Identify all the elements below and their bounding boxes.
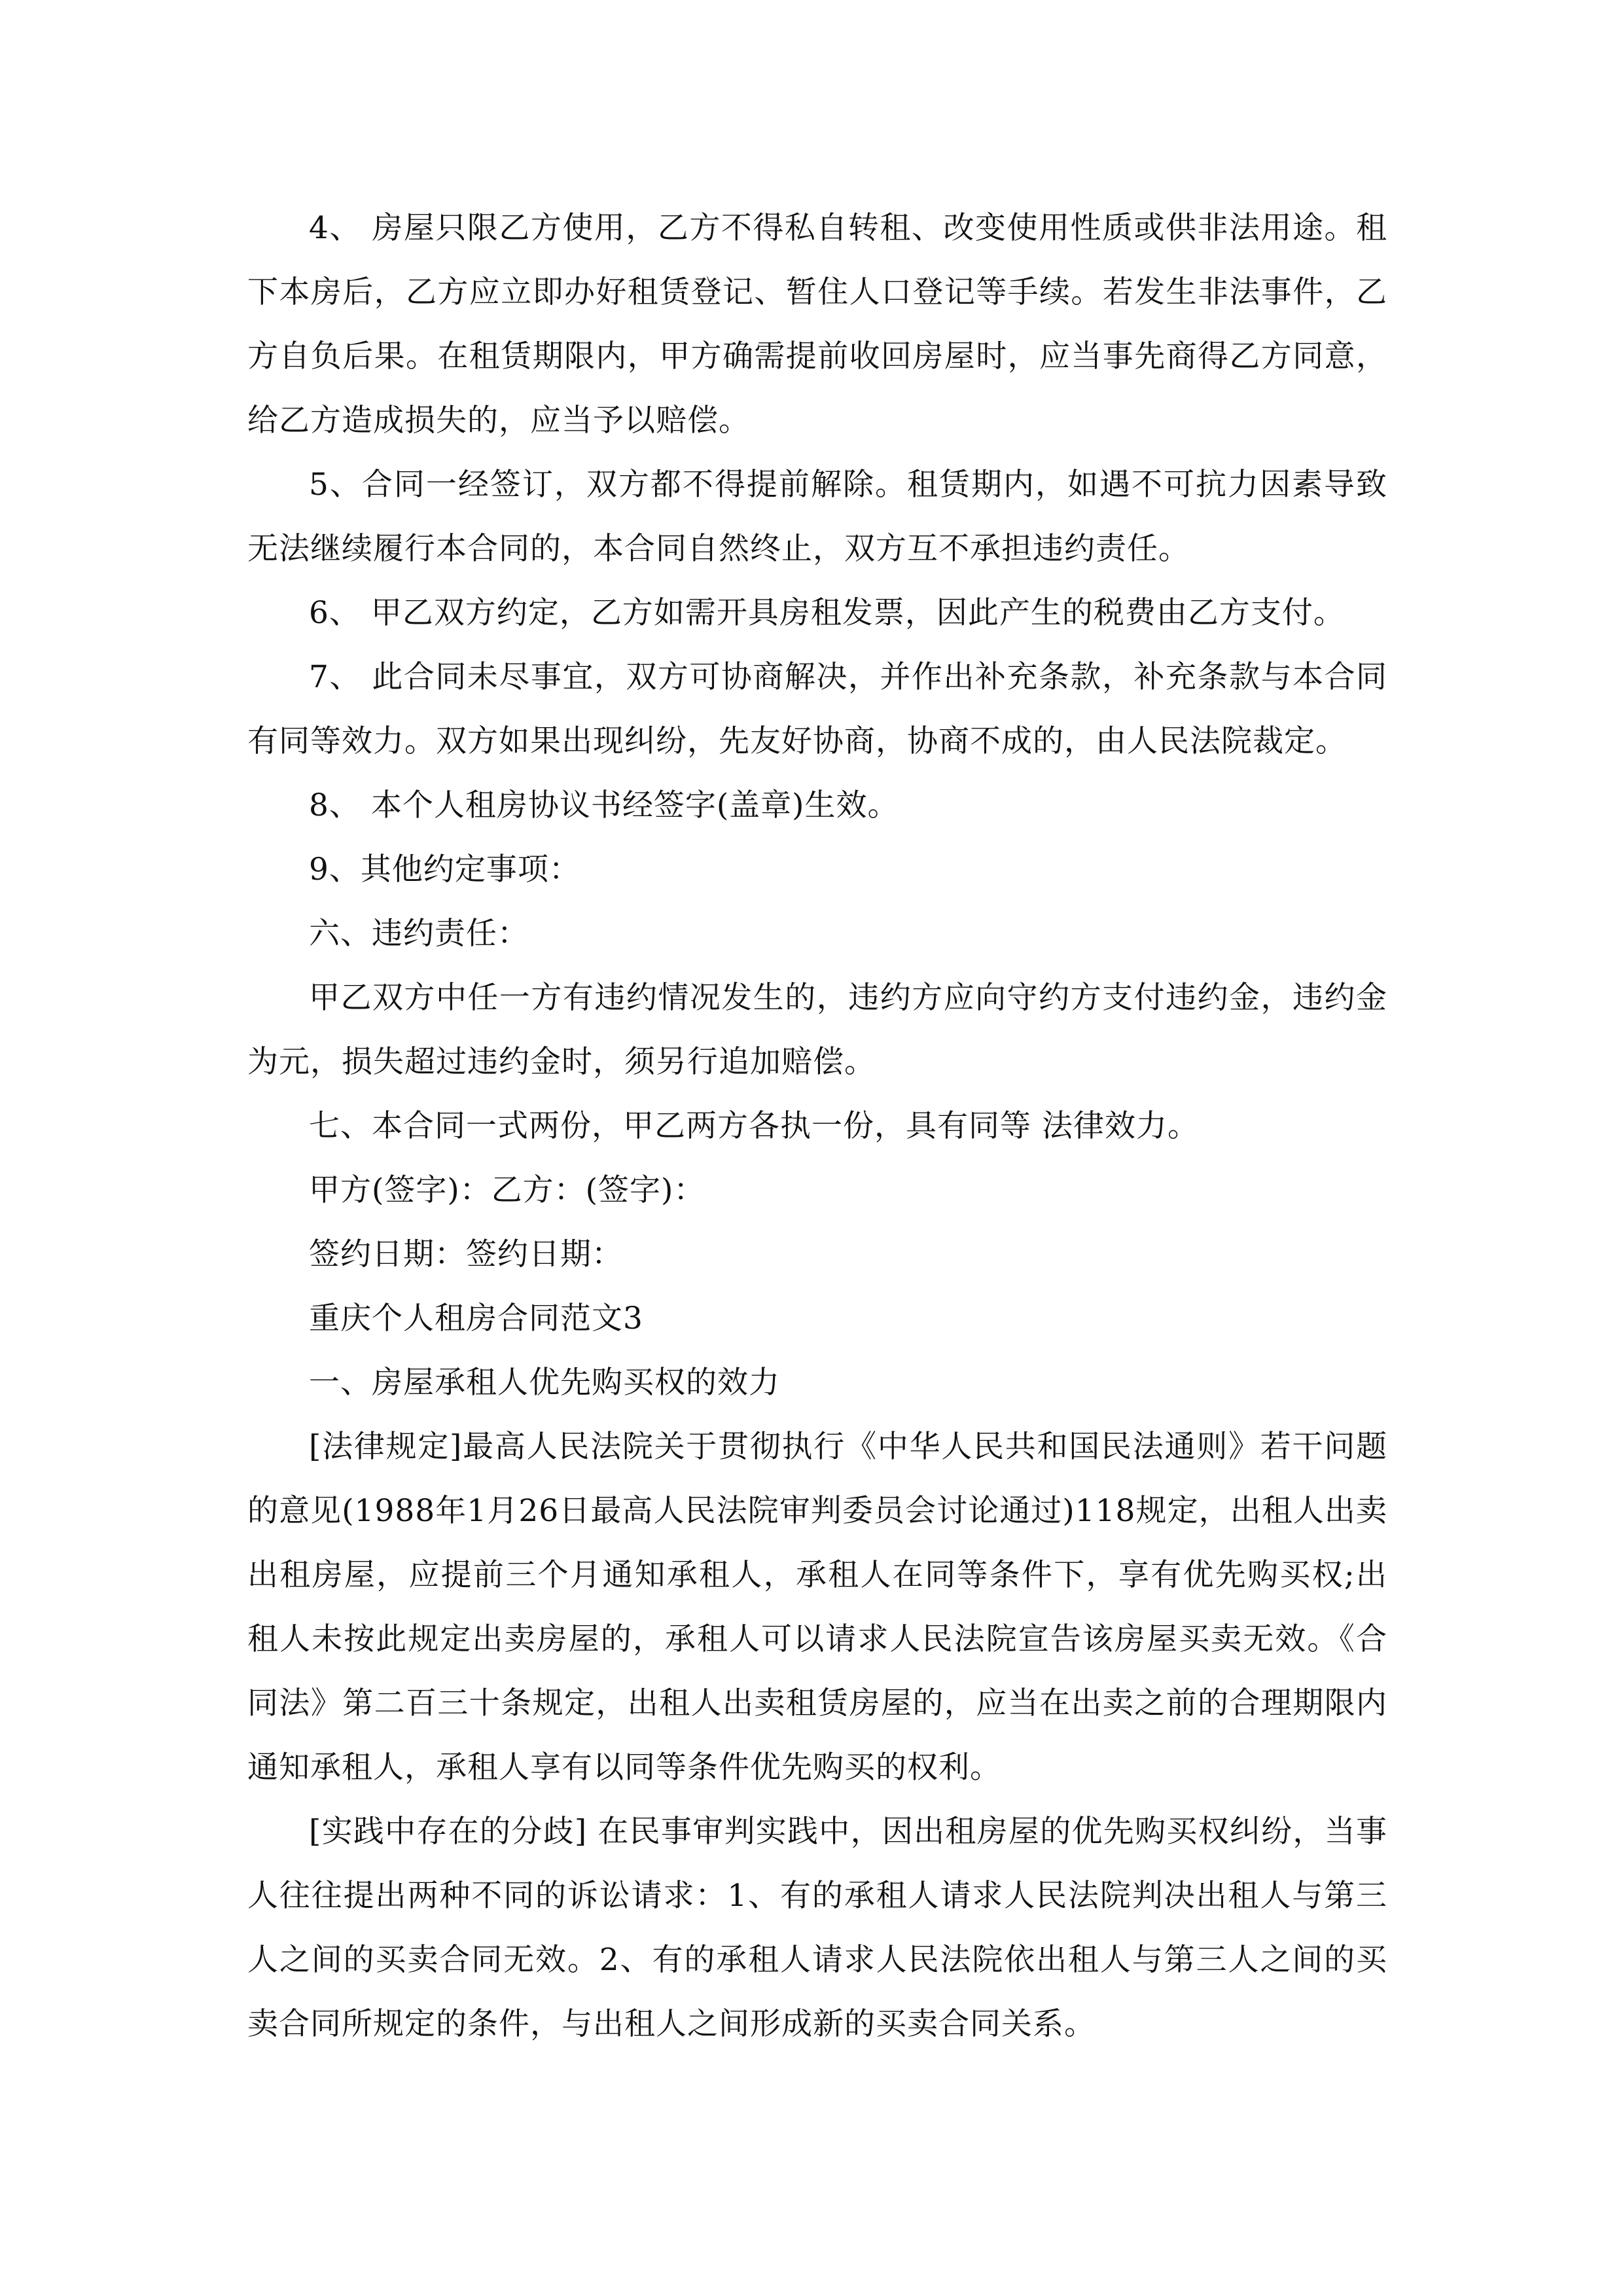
section-heading-copies: 七、本合同一式两份，甲乙两方各执一份，具有同等 法律效力。 xyxy=(309,1108,1199,1144)
document-subtitle: 重庆个人租房合同范文3 xyxy=(309,1300,643,1336)
section-heading-preemption: 一、房屋承租人优先购买权的效力 xyxy=(309,1365,780,1401)
paragraph-clause-8: 8、 本个人租房协议书经签字(盖章)生效。 xyxy=(309,787,899,823)
paragraph-legal-provision: [法律规定]最高人民法院关于贯彻执行《中华人民共和国民法通则》若干问题的意见(1988年1月26日最高人民法院审判委员会讨论通过)118规定，出租人出卖出租房屋，应提前三个月通知承租人，承租人在同等条件下，享有优先购买权;出租人未按此规定出卖房屋的，承租人可以请求人民法院宣告该房屋买卖无效。《合同法》第二百三十条规定，出租人出卖租赁房屋的，应当在出卖之前的合理期限内通知承租人，承租人享有以同等条件优先购买的权利。 xyxy=(247,1429,1387,1785)
signing-date-line: 签约日期：签约日期： xyxy=(309,1236,623,1272)
paragraph-clause-5: 5、合同一经签订，双方都不得提前解除。租赁期内，如遇不可抗力因素导致无法继续履行本合同的，本合同自然终止，双方互不承担违约责任。 xyxy=(247,467,1387,567)
paragraph-practice-divergence: [实践中存在的分歧] 在民事审判实践中，因出租房屋的优先购买权纠纷，当事人往往提出两种不同的诉讼请求：1、有的承租人请求人民法院判决出租人与第三人之间的买卖合同无效。2、有的承租人请求人民法院依出租人与第三人之间的买卖合同所规定的条件，与出租人之间形成新的买卖合同关系。 xyxy=(247,1814,1387,2042)
paragraph-clause-9: 9、其他约定事项： xyxy=(309,852,580,888)
paragraph-clause-6: 6、 甲乙双方约定，乙方如需开具房租发票，因此产生的税费由乙方支付。 xyxy=(309,595,1345,631)
signature-line: 甲方(签字)：乙方：(签字)： xyxy=(309,1172,705,1208)
paragraph-clause-4: 4、 房屋只限乙方使用，乙方不得私自转租、改变使用性质或供非法用途。租下本房后，乙方应立即办好租赁登记、暂住人口登记等手续。若发生非法事件，乙方自负后果。在租赁期限内，甲方确需提前收回房屋时，应当事先商得乙方同意，给乙方造成损失的，应当予以赔偿。 xyxy=(247,210,1387,439)
paragraph-clause-7: 7、 此合同未尽事宜，双方可协商解决，并作出补充条款，补充条款与本合同有同等效力。双方如果出现纠纷，先友好协商，协商不成的，由人民法院裁定。 xyxy=(247,659,1387,759)
paragraph-breach-liability: 甲乙双方中任一方有违约情况发生的，违约方应向守约方支付违约金，违约金为元，损失超过违约金时，须另行追加赔偿。 xyxy=(247,980,1387,1080)
section-heading-breach: 六、违约责任： xyxy=(309,916,529,952)
